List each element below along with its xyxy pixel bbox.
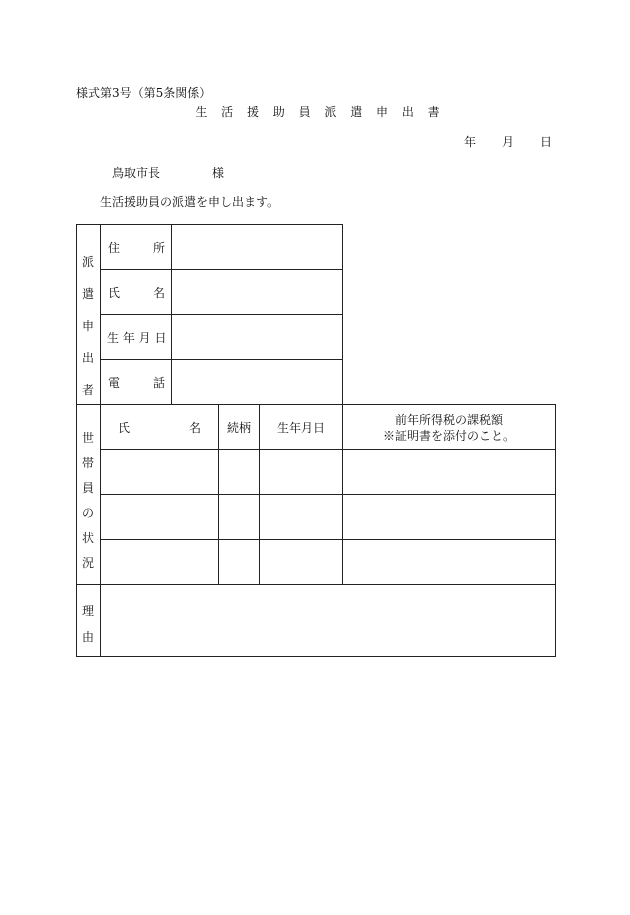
request-statement: 生活援助員の派遣を申し出ます。 [100, 195, 280, 209]
household-member-birthdate-field[interactable] [260, 540, 342, 584]
household-member-name-field[interactable] [101, 540, 218, 584]
household-member-relation-field[interactable] [219, 540, 259, 584]
household-member-tax-field[interactable] [343, 495, 555, 539]
household-member-tax-field[interactable] [343, 450, 555, 494]
date-month-label: 月 [502, 135, 515, 149]
name-label-a: 氏 [108, 286, 121, 300]
household-name-header-a: 氏 [118, 421, 131, 435]
household-member-name-field[interactable] [101, 450, 218, 494]
household-member-name-field[interactable] [101, 495, 218, 539]
address-label-a: 住 [108, 241, 121, 255]
form-number: 様式第3号（第5条関係） [76, 86, 212, 100]
household-name-header-b: 名 [189, 421, 202, 435]
phone-label-b: 話 [153, 376, 166, 390]
household-member-birthdate-field[interactable] [260, 495, 342, 539]
household-side-label: 世 帯 員 の 状 況 [81, 431, 94, 570]
table-rule [342, 224, 343, 404]
document-title: 生 活 援 助 員 派 遣 申 出 書 [195, 105, 445, 119]
household-member-relation-field[interactable] [219, 495, 259, 539]
reason-field[interactable] [101, 585, 555, 656]
household-member-tax-field[interactable] [343, 540, 555, 584]
table-rule [555, 404, 556, 657]
addressee [112, 164, 224, 181]
date-day-label: 日 [540, 135, 553, 149]
applicant-side-label: 派 遣 申 出 者 [81, 255, 94, 397]
table-rule [76, 404, 556, 405]
name-field[interactable] [172, 270, 342, 314]
household-member-relation-field[interactable] [219, 450, 259, 494]
phone-field[interactable] [172, 360, 342, 403]
tax-amount-header: 前年所得税の課税額 [394, 413, 503, 427]
relation-header: 続柄 [226, 421, 251, 435]
name-label-b: 名 [153, 286, 166, 300]
household-birthdate-header: 生年月日 [276, 421, 325, 435]
address-label-b: 所 [153, 241, 166, 255]
phone-label-a: 電 [108, 376, 121, 390]
birthdate-field[interactable] [172, 315, 342, 359]
addressee-name: 鳥取市長 [112, 166, 161, 180]
date-year-label: 年 [464, 135, 477, 149]
table-rule [76, 656, 556, 657]
address-field[interactable] [172, 225, 342, 269]
tax-certificate-note: ※証明書を添付のこと。 [382, 429, 515, 443]
household-member-birthdate-field[interactable] [260, 450, 342, 494]
addressee-honorific: 様 [212, 166, 225, 180]
reason-side-label: 理 由 [81, 604, 94, 644]
birthdate-label: 生 年 月 日 [107, 331, 167, 345]
date-line [444, 133, 552, 150]
